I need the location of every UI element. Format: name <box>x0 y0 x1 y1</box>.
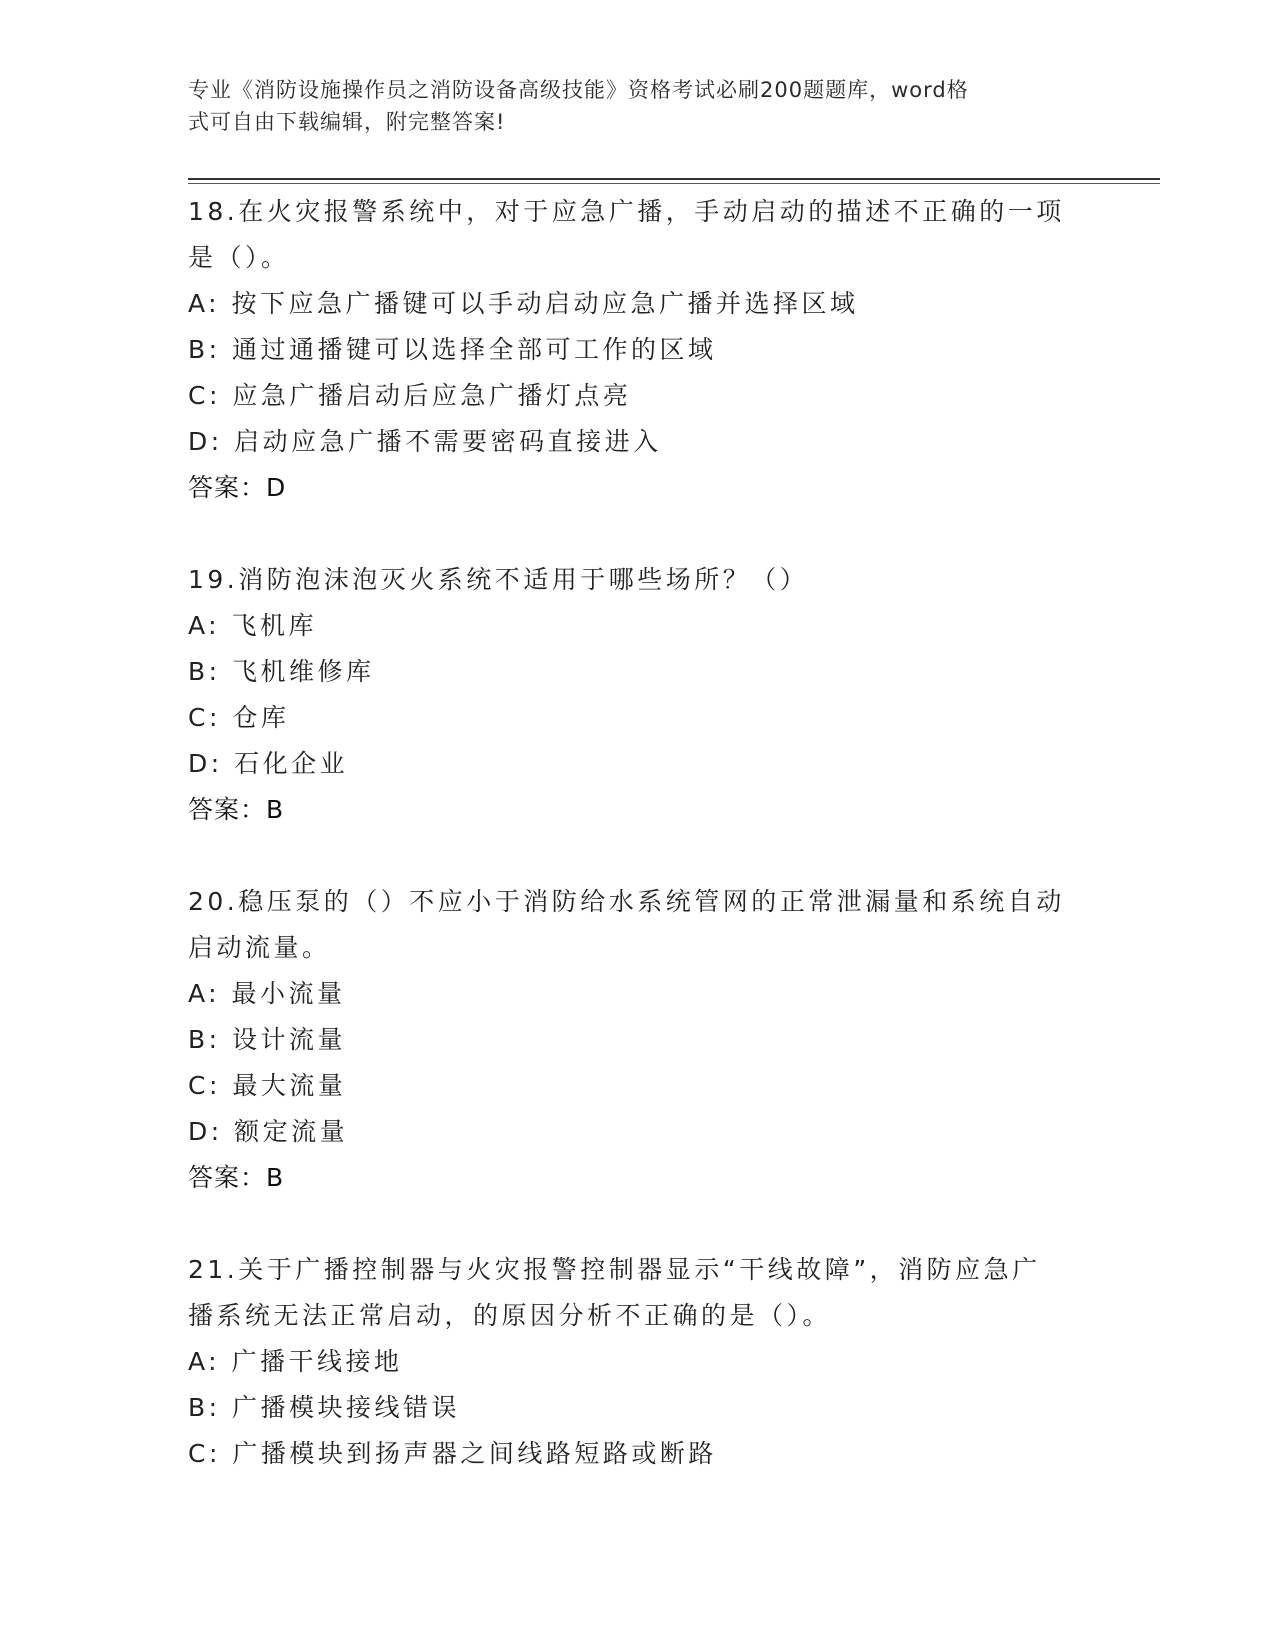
option-c: C: 广播模块到扬声器之间线路短路或断路 <box>188 1439 717 1468</box>
header-divider-thick <box>188 178 1160 180</box>
spacer <box>188 833 1088 879</box>
option-c: C: 仓库 <box>188 703 290 732</box>
header-divider-thin <box>188 183 1160 184</box>
answer-key: 答案：B <box>188 1163 285 1192</box>
option-b: B: 通过通播键可以选择全部可工作的区域 <box>188 335 717 364</box>
option-a: A: 飞机库 <box>188 611 318 640</box>
question-stem: 21.关于广播控制器与火灾报警控制器显示“干线故障”，消防应急广 <box>188 1255 1041 1284</box>
question-21 <box>188 1247 1088 1477</box>
question-stem-continued: 是（）。 <box>188 243 290 272</box>
option-d: D: 石化企业 <box>188 749 349 778</box>
spacer <box>188 1201 1088 1247</box>
answer-key: 答案：D <box>188 473 287 502</box>
question-stem-continued: 启动流量。 <box>188 933 331 962</box>
option-a: A: 广播干线接地 <box>188 1347 403 1376</box>
option-c: C: 最大流量 <box>188 1071 347 1100</box>
question-18 <box>188 189 1088 511</box>
answer-key: 答案：B <box>188 795 285 824</box>
document-header <box>188 74 1068 138</box>
option-b: B: 设计流量 <box>188 1025 347 1054</box>
option-c: C: 应急广播启动后应急广播灯点亮 <box>188 381 632 410</box>
option-a: A: 最小流量 <box>188 979 346 1008</box>
header-line-2: 式可自由下载编辑，附完整答案! <box>188 110 506 134</box>
question-list <box>188 189 1088 1477</box>
option-b: B: 飞机维修库 <box>188 657 375 686</box>
question-20 <box>188 879 1088 1201</box>
question-stem: 20.稳压泵的（）不应小于消防给水系统管网的正常泄漏量和系统自动 <box>188 887 1065 916</box>
question-stem: 19.消防泡沫泡灭火系统不适用于哪些场所？（） <box>188 565 809 594</box>
header-line-1: 专业《消防设施操作员之消防设备高级技能》资格考试必刷200题题库，word格 <box>188 78 969 102</box>
option-b: B: 广播模块接线错误 <box>188 1393 461 1422</box>
option-d: D: 启动应急广播不需要密码直接进入 <box>188 427 662 456</box>
spacer <box>188 511 1088 557</box>
question-19 <box>188 557 1088 833</box>
option-d: D: 额定流量 <box>188 1117 349 1146</box>
question-stem: 18.在火灾报警系统中，对于应急广播，手动启动的描述不正确的一项 <box>188 197 1065 226</box>
question-stem-continued: 播系统无法正常启动，的原因分析不正确的是（）。 <box>188 1301 832 1330</box>
option-a: A: 按下应急广播键可以手动启动应急广播并选择区域 <box>188 289 859 318</box>
